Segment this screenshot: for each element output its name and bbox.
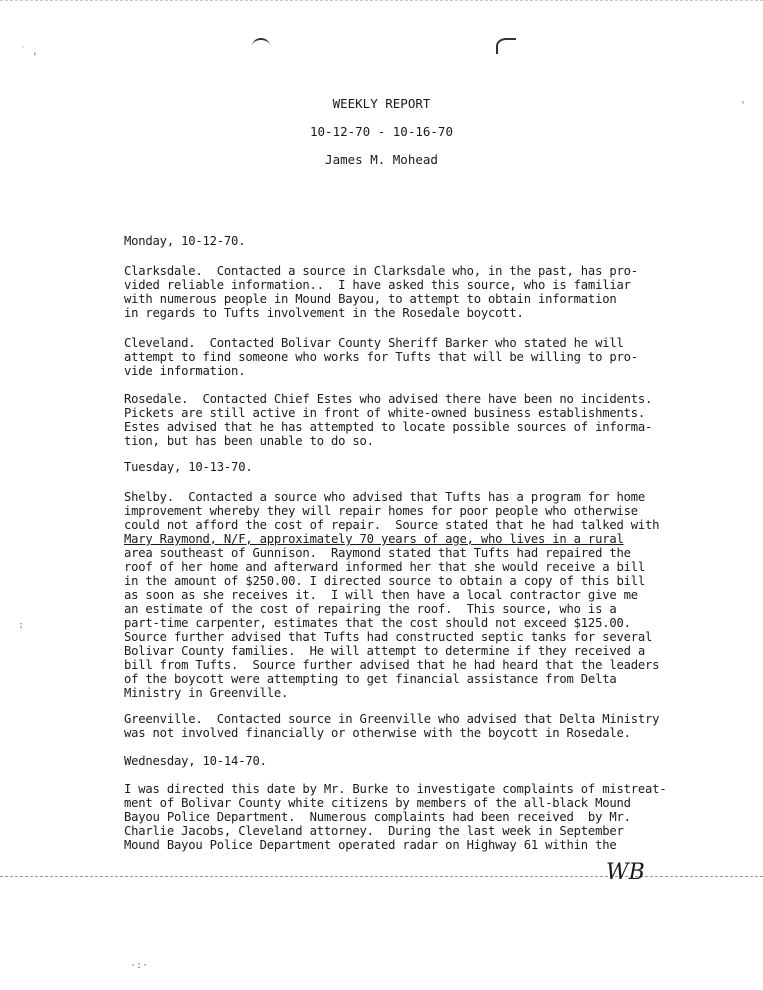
- handwritten-initials: WB: [606, 860, 645, 885]
- paragraph-line: vide information.: [124, 364, 246, 378]
- paragraph-line: as soon as she receives it. I will then have a local contractor give me: [124, 588, 638, 602]
- paragraph-line: vided reliable information.. I have asked this source, who is familiar: [124, 278, 631, 292]
- wednesday-heading: Wednesday, 10-14-70.: [124, 754, 267, 768]
- paragraph-line: Estes advised that he has attempted to locate possible sources of informa-: [124, 420, 653, 434]
- report-author: James M. Mohead: [325, 152, 438, 167]
- paragraph-line: ment of Bolivar County white citizens by members of the all-black Mound: [124, 796, 631, 810]
- paragraph-line: Rosedale. Contacted Chief Estes who advised there have been no incidents.: [124, 392, 653, 406]
- paragraph-line: could not afford the cost of repair. Source stated that he had talked with: [124, 518, 660, 532]
- paragraph-line: Bolivar County families. He will attempt to determine if they received a: [124, 644, 646, 658]
- paragraph-line: tion, but has been unable to do so.: [124, 434, 374, 448]
- paragraph-line: Mound Bayou Police Department operated radar on Highway 61 within the: [124, 838, 617, 852]
- paragraph-line: Mary Raymond, N/F, approximately 70 years of age, who lives in a rural: [124, 532, 624, 546]
- paragraph-line: in the amount of $250.00. I directed source to obtain a copy of this bill: [124, 574, 646, 588]
- monday-heading: Monday, 10-12-70.: [124, 234, 246, 248]
- page-bottom-rule: [0, 876, 763, 877]
- paragraph-line: Ministry in Greenville.: [124, 686, 289, 700]
- margin-speck: ˙ ‚: [20, 46, 39, 57]
- tuesday-heading: Tuesday, 10-13-70.: [124, 460, 253, 474]
- margin-speck: ': [740, 100, 747, 111]
- paragraph-line: area southeast of Gunnison. Raymond stated that Tufts had repaired the: [124, 546, 631, 560]
- paragraph-line: of the boycott were attempting to get financial assistance from Delta: [124, 672, 617, 686]
- paragraph-line: Bayou Police Department. Numerous complaints had been received by Mr.: [124, 810, 631, 824]
- paragraph-line: Charlie Jacobs, Cleveland attorney. During the last week in September: [124, 824, 624, 838]
- paragraph-line: part-time carpenter, estimates that the cost should not exceed $125.00.: [124, 616, 631, 630]
- page-top-border: [0, 0, 763, 3]
- paragraph-line: Pickets are still active in front of white-owned business establishments.: [124, 406, 646, 420]
- paragraph-line: with numerous people in Mound Bayou, to attempt to obtain information: [124, 292, 617, 306]
- paragraph-line: an estimate of the cost of repairing the roof. This source, who is a: [124, 602, 617, 616]
- paragraph-line: Clarksdale. Contacted a source in Clarksdale who, in the past, has pro-: [124, 264, 638, 278]
- report-dates: 10-12-70 - 10-16-70: [310, 124, 453, 139]
- punch-hole-right-mark: [496, 38, 516, 54]
- paragraph-line: Shelby. Contacted a source who advised that Tufts has a program for home: [124, 490, 646, 504]
- paragraph-line: Source further advised that Tufts had constructed septic tanks for several: [124, 630, 653, 644]
- paragraph-line: Cleveland. Contacted Bolivar County Sheriff Barker who stated he will: [124, 336, 624, 350]
- paragraph-line: in regards to Tufts involvement in the Rosedale boycott.: [124, 306, 524, 320]
- paragraph-line: improvement whereby they will repair homes for poor people who otherwise: [124, 504, 638, 518]
- paragraph-line: Greenville. Contacted source in Greenville who advised that Delta Ministry: [124, 712, 660, 726]
- paragraph-line: roof of her home and afterward informed her that she would receive a bill: [124, 560, 646, 574]
- paragraph-line: I was directed this date by Mr. Burke to investigate complaints of mistreat-: [124, 782, 667, 796]
- report-title: WEEKLY REPORT: [332, 96, 431, 111]
- paragraph-line: was not involved financially or otherwise with the boycott in Rosedale.: [124, 726, 631, 740]
- punch-hole-left-mark: [252, 38, 270, 54]
- paragraph-line: attempt to find someone who works for Tufts that will be willing to pro-: [124, 350, 638, 364]
- paragraph-line: bill from Tufts. Source further advised that he had heard that the leaders: [124, 658, 660, 672]
- margin-speck: :: [18, 620, 25, 631]
- margin-speck: ·:·: [130, 960, 149, 971]
